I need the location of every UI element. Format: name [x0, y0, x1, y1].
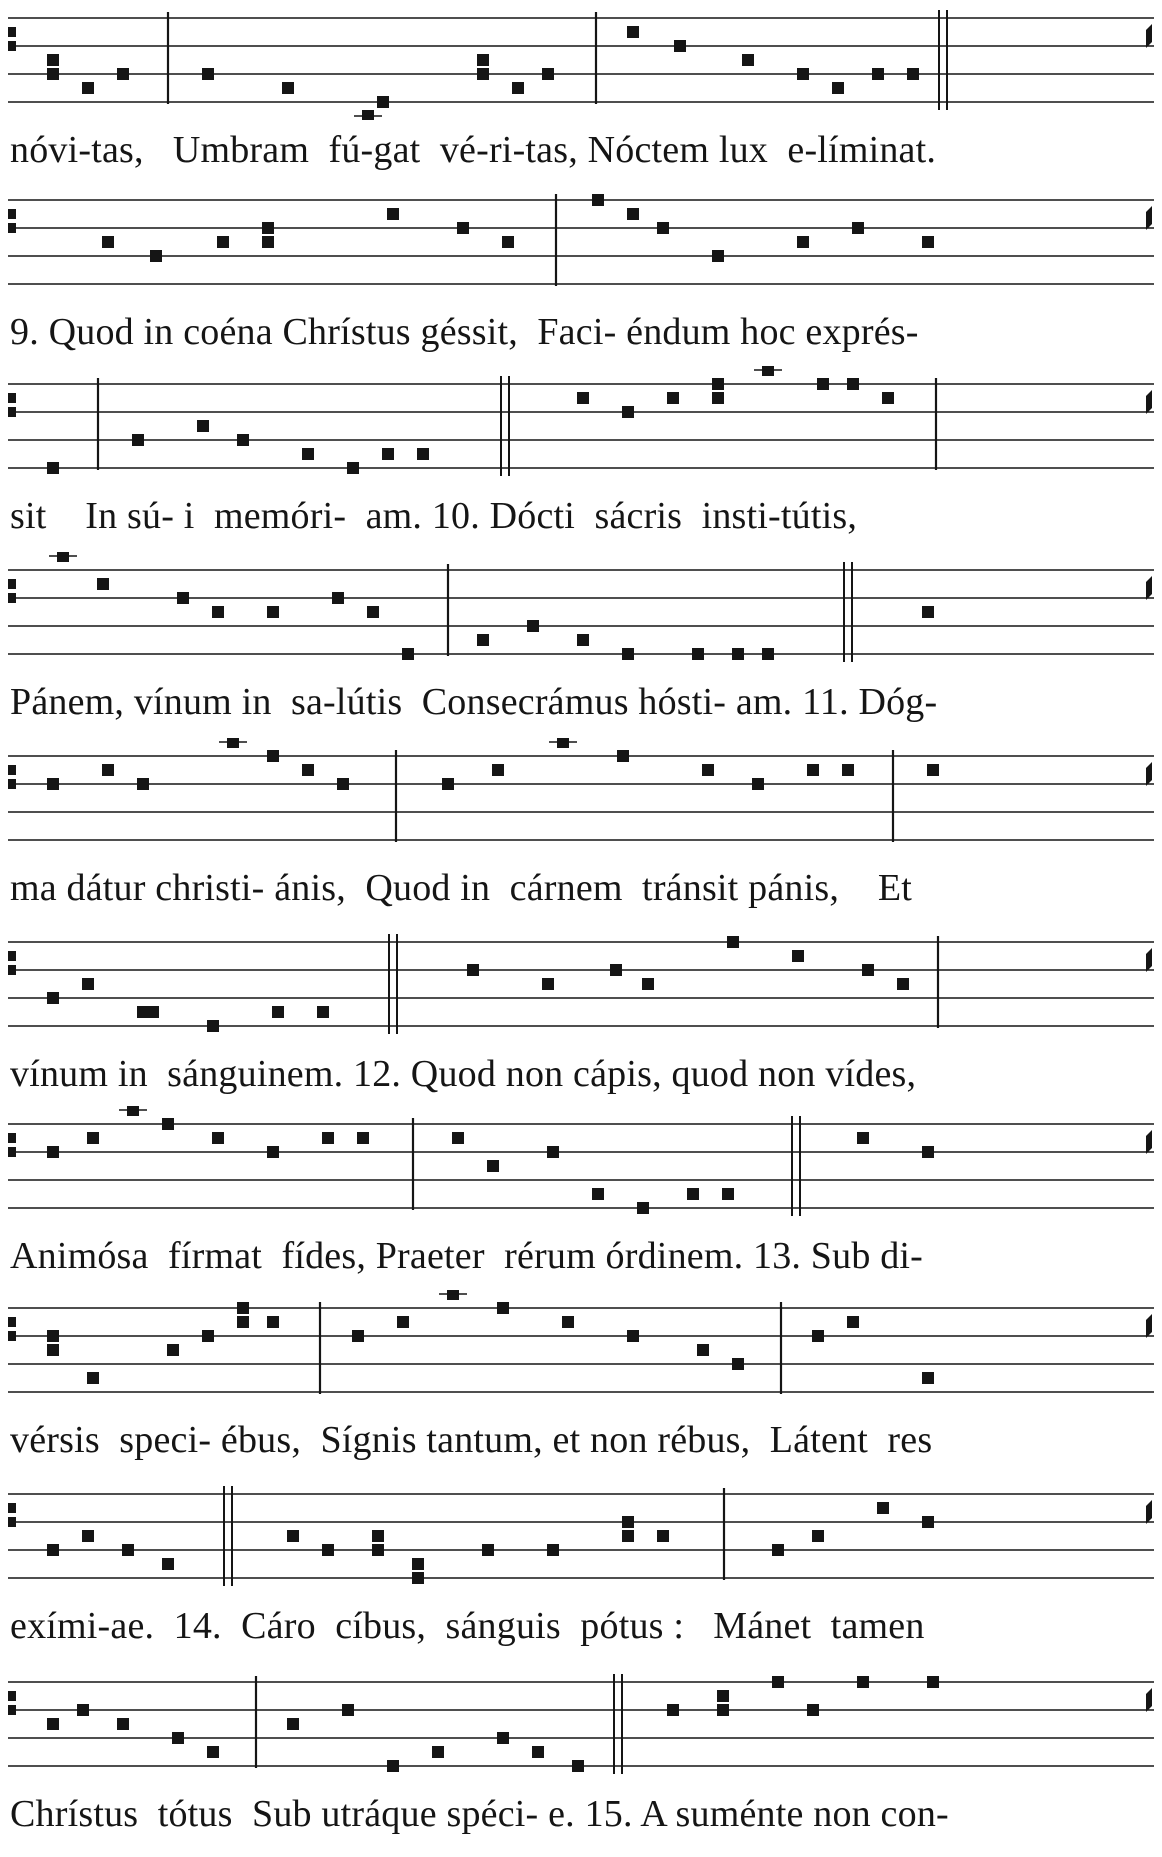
custos-icon: [1146, 1500, 1152, 1524]
neume-note: [717, 1690, 729, 1702]
neume-note: [47, 778, 59, 790]
neume-note: [352, 1330, 364, 1342]
staff: [8, 924, 1154, 1044]
neume-note: [237, 1316, 249, 1328]
neume-note: [622, 1530, 634, 1542]
neume-note: [47, 68, 59, 80]
c-clef-icon: [8, 209, 16, 233]
neume-note: [577, 392, 589, 404]
neume-note: [150, 250, 162, 262]
lyrics-line: sit In sú- i memóri- am. 10. Dócti sácris insti-tútis,: [10, 495, 858, 537]
neume-note: [387, 1760, 399, 1772]
lyrics-line: vérsis speci- ébus, Sígnis tantum, et non rébus, Látent res: [10, 1419, 933, 1461]
neume-note: [797, 236, 809, 248]
neume-note: [792, 950, 804, 962]
neume-note: [702, 764, 714, 776]
c-clef-icon: [8, 393, 16, 417]
staff: [8, 738, 1154, 858]
lyrics-line: Chrístus tótus Sub utráque spéci- e. 15. A suménte non con-: [10, 1793, 949, 1835]
neume-note: [712, 250, 724, 262]
custos-icon: [1146, 390, 1152, 414]
neume-note: [282, 82, 294, 94]
neume-note: [482, 1544, 494, 1556]
staff: [8, 1664, 1154, 1784]
neume-note: [732, 1358, 744, 1370]
neume-note: [382, 448, 394, 460]
neume-note: [452, 1132, 464, 1144]
staff-svg: [8, 366, 1154, 486]
lyrics-line: vínum in sánguinem. 12. Quod non cápis, quod non vídes,: [10, 1053, 917, 1095]
neume-note: [772, 1544, 784, 1556]
neume-note: [212, 606, 224, 618]
neume-note: [372, 1544, 384, 1556]
neume-note: [162, 1118, 174, 1130]
neume-note: [267, 1146, 279, 1158]
custos-icon: [1146, 206, 1152, 230]
neume-note: [610, 964, 622, 976]
c-clef-icon: [8, 27, 16, 51]
neume-note: [882, 392, 894, 404]
neume-note: [617, 750, 629, 762]
c-clef-icon: [8, 1317, 16, 1341]
c-clef-icon: [8, 951, 16, 975]
neume-note: [77, 1704, 89, 1716]
neume-note: [497, 1732, 509, 1744]
neume-note: [147, 1006, 159, 1018]
neume-note: [667, 392, 679, 404]
staff-svg: [8, 738, 1154, 858]
neume-note: [862, 964, 874, 976]
neume-note: [907, 68, 919, 80]
staff: [8, 1476, 1154, 1596]
neume-note: [47, 1544, 59, 1556]
neume-note: [82, 1530, 94, 1542]
neume-note: [387, 208, 399, 220]
neume-note: [622, 1516, 634, 1528]
custos-icon: [1146, 1130, 1152, 1154]
c-clef-icon: [8, 1133, 16, 1157]
neume-note: [857, 1132, 869, 1144]
neume-note: [642, 978, 654, 990]
neume-note: [797, 68, 809, 80]
neume-note: [322, 1544, 334, 1556]
neume-note: [47, 54, 59, 66]
staff-svg: [8, 1476, 1154, 1596]
neume-note: [712, 392, 724, 404]
neume-note: [202, 68, 214, 80]
lyrics-line: 9. Quod in coéna Chrístus géssit, Faci- éndum hoc exprés-: [10, 311, 919, 353]
neume-note: [542, 68, 554, 80]
neume-note: [832, 82, 844, 94]
neume-note: [97, 578, 109, 590]
neume-note: [697, 1344, 709, 1356]
neume-note: [447, 1290, 459, 1300]
staff: [8, 0, 1154, 120]
neume-note: [412, 1572, 424, 1584]
neume-note: [117, 68, 129, 80]
neume-note: [807, 1704, 819, 1716]
staff-svg: [8, 1290, 1154, 1410]
neume-note: [337, 778, 349, 790]
neume-note: [674, 40, 686, 52]
lyrics-line: Animósa fírmat fídes, Praeter rérum órdinem. 13. Sub di-: [10, 1235, 924, 1277]
neume-note: [732, 648, 744, 660]
neume-note: [622, 648, 634, 660]
neume-note: [362, 110, 374, 120]
lyrics-line: nóvi-tas, Umbram fú-gat vé-ri-tas, Nóctem lux e-líminat.: [10, 129, 937, 171]
neume-note: [547, 1544, 559, 1556]
neume-note: [162, 1558, 174, 1570]
neume-note: [532, 1746, 544, 1758]
neume-note: [927, 1676, 939, 1688]
neume-note: [457, 222, 469, 234]
neume-note: [347, 462, 359, 474]
neume-note: [497, 1302, 509, 1314]
neume-note: [357, 1132, 369, 1144]
staff: [8, 552, 1154, 672]
neume-note: [102, 764, 114, 776]
neume-note: [562, 1316, 574, 1328]
lyrics-line: Pánem, vínum in sa-lútis Consecrámus hósti- am. 11. Dóg-: [10, 681, 938, 723]
neume-note: [202, 1330, 214, 1342]
custos-icon: [1146, 24, 1152, 48]
neume-note: [922, 236, 934, 248]
neume-note: [57, 552, 69, 562]
neume-note: [217, 236, 229, 248]
neume-note: [577, 634, 589, 646]
neume-note: [842, 764, 854, 776]
neume-note: [657, 1530, 669, 1542]
neume-note: [367, 606, 379, 618]
neume-note: [302, 764, 314, 776]
neume-note: [547, 1146, 559, 1158]
neume-note: [87, 1132, 99, 1144]
neume-note: [372, 1530, 384, 1542]
lyrics-line: exími-ae. 14. Cáro cíbus, sánguis pótus : Mánet tamen: [10, 1605, 925, 1647]
neume-note: [477, 68, 489, 80]
custos-icon: [1146, 762, 1152, 786]
neume-note: [172, 1732, 184, 1744]
neume-note: [87, 1372, 99, 1384]
neume-note: [657, 222, 669, 234]
neume-note: [417, 448, 429, 460]
neume-note: [877, 1502, 889, 1514]
neume-note: [762, 648, 774, 660]
neume-note: [762, 366, 774, 376]
neume-note: [137, 778, 149, 790]
neume-note: [287, 1530, 299, 1542]
staff: [8, 182, 1154, 302]
custos-icon: [1146, 576, 1152, 600]
neume-note: [262, 236, 274, 248]
neume-note: [742, 54, 754, 66]
neume-note: [847, 378, 859, 390]
neume-note: [922, 1516, 934, 1528]
neume-note: [557, 738, 569, 748]
neume-note: [897, 978, 909, 990]
neume-note: [207, 1020, 219, 1032]
lyrics-line: ma dátur christi- ánis, Quod in cárnem tránsit pánis, Et: [10, 867, 913, 909]
neume-note: [627, 1330, 639, 1342]
neume-note: [487, 1160, 499, 1172]
neume-note: [82, 978, 94, 990]
neume-note: [237, 434, 249, 446]
neume-note: [512, 82, 524, 94]
staff-svg: [8, 182, 1154, 302]
staff-svg: [8, 552, 1154, 672]
neume-note: [622, 406, 634, 418]
neume-note: [467, 964, 479, 976]
neume-note: [47, 1718, 59, 1730]
neume-note: [847, 1316, 859, 1328]
neume-note: [317, 1006, 329, 1018]
neume-note: [117, 1718, 129, 1730]
neume-note: [727, 936, 739, 948]
neume-note: [177, 592, 189, 604]
neume-note: [272, 1006, 284, 1018]
neume-note: [492, 764, 504, 776]
neume-note: [542, 978, 554, 990]
neume-note: [47, 1330, 59, 1342]
c-clef-icon: [8, 765, 16, 789]
neume-note: [267, 750, 279, 762]
neume-note: [627, 26, 639, 38]
c-clef-icon: [8, 1691, 16, 1715]
neume-note: [432, 1746, 444, 1758]
neume-note: [287, 1718, 299, 1730]
neume-note: [127, 1106, 139, 1116]
custos-icon: [1146, 948, 1152, 972]
neume-note: [927, 764, 939, 776]
neume-note: [922, 606, 934, 618]
neume-note: [82, 82, 94, 94]
neume-note: [477, 54, 489, 66]
neume-note: [342, 1704, 354, 1716]
neume-note: [322, 1132, 334, 1144]
neume-note: [772, 1676, 784, 1688]
neume-note: [47, 992, 59, 1004]
neume-note: [812, 1330, 824, 1342]
neume-note: [817, 378, 829, 390]
neume-note: [267, 1316, 279, 1328]
neume-note: [302, 448, 314, 460]
neume-note: [692, 648, 704, 660]
neume-note: [477, 634, 489, 646]
neume-note: [812, 1530, 824, 1542]
custos-icon: [1146, 1314, 1152, 1338]
staff-svg: [8, 0, 1154, 120]
neume-note: [102, 236, 114, 248]
neume-note: [922, 1146, 934, 1158]
neume-note: [207, 1746, 219, 1758]
staff-svg: [8, 1106, 1154, 1226]
neume-note: [262, 222, 274, 234]
neume-note: [712, 378, 724, 390]
c-clef-icon: [8, 1503, 16, 1527]
c-clef-icon: [8, 579, 16, 603]
neume-note: [377, 96, 389, 108]
neume-note: [922, 1372, 934, 1384]
neume-note: [47, 462, 59, 474]
neume-note: [227, 738, 239, 748]
neume-note: [872, 68, 884, 80]
neume-note: [807, 764, 819, 776]
neume-note: [47, 1344, 59, 1356]
neume-note: [752, 778, 764, 790]
staff: [8, 1106, 1154, 1226]
neume-note: [402, 648, 414, 660]
neume-note: [332, 592, 344, 604]
neume-note: [687, 1188, 699, 1200]
neume-note: [857, 1676, 869, 1688]
neume-note: [722, 1188, 734, 1200]
neume-note: [122, 1544, 134, 1556]
neume-note: [197, 420, 209, 432]
neume-note: [572, 1760, 584, 1772]
neume-note: [852, 222, 864, 234]
staff-svg: [8, 924, 1154, 1044]
neume-note: [47, 1146, 59, 1158]
neume-note: [132, 434, 144, 446]
neume-note: [397, 1316, 409, 1328]
staff: [8, 1290, 1154, 1410]
neume-note: [237, 1302, 249, 1314]
neume-note: [717, 1704, 729, 1716]
staff-svg: [8, 1664, 1154, 1784]
neume-note: [667, 1704, 679, 1716]
neume-note: [502, 236, 514, 248]
neume-note: [637, 1202, 649, 1214]
neume-note: [592, 194, 604, 206]
neume-note: [412, 1558, 424, 1570]
neume-note: [212, 1132, 224, 1144]
neume-note: [592, 1188, 604, 1200]
neume-note: [527, 620, 539, 632]
neume-note: [167, 1344, 179, 1356]
neume-note: [267, 606, 279, 618]
neume-note: [627, 208, 639, 220]
custos-icon: [1146, 1688, 1152, 1712]
staff: [8, 366, 1154, 486]
neume-note: [442, 778, 454, 790]
